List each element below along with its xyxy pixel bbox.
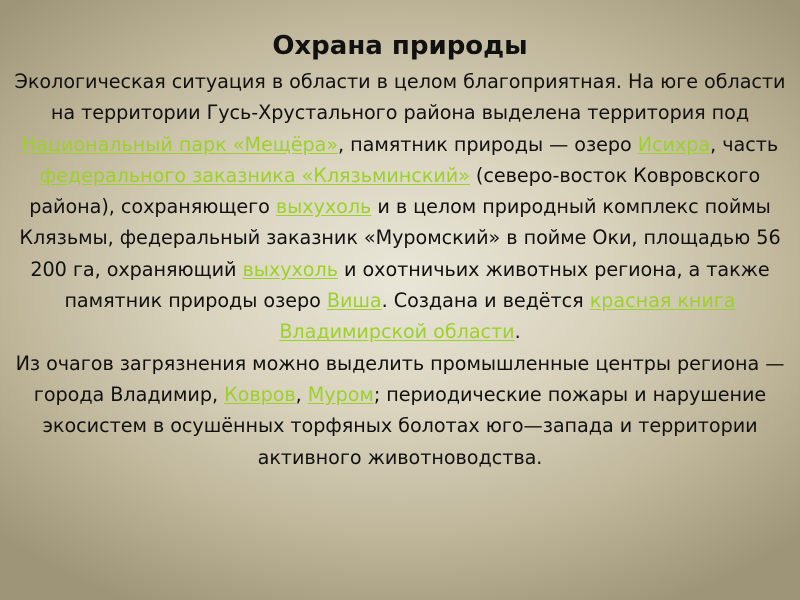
text-segment: и в целом природный комплекс поймы Клязьмы, федеральный заказник «Муромский» в пойме Оки, площадью 56 200 га, охраняющий bbox=[19, 195, 781, 281]
text-segment: . Создана и ведётся bbox=[381, 289, 590, 313]
link-kovrov[interactable]: Ковров bbox=[224, 382, 296, 406]
link-lake-visha[interactable]: Виша bbox=[326, 289, 382, 313]
link-vykhukhol[interactable]: выхухоль bbox=[275, 195, 372, 219]
link-red-book-vladimir[interactable]: красная книга Владимирской области bbox=[279, 289, 736, 344]
text-segment: (северо-восток Ковровского района), сохраняющего bbox=[29, 163, 761, 219]
text-segment: Из очагов загрязнения можно выделить промышленные центры региона — города Владимир, bbox=[15, 351, 785, 406]
text-segment: , bbox=[295, 382, 308, 406]
link-lake-isikhra[interactable]: Исихра bbox=[637, 132, 711, 156]
text-segment: , часть bbox=[710, 132, 779, 156]
text-segment: , памятник природы — озеро bbox=[338, 132, 638, 156]
link-klyazminsky-reserve[interactable]: федерального заказника «Клязьминский» bbox=[39, 163, 470, 187]
text-segment: и охотничьих животных региона, а также памятник природы озеро bbox=[64, 257, 770, 313]
link-murom[interactable]: Муром bbox=[307, 382, 374, 406]
slide-title: Охрана природы bbox=[272, 31, 528, 61]
link-vykhukhol[interactable]: выхухоль bbox=[242, 257, 338, 281]
text-segment: . bbox=[514, 320, 521, 344]
paragraph-pollution bbox=[14, 348, 786, 473]
text-segment: Экологическая ситуация в области в целом благоприятная. На юге области на территории Гусь-Хрустального района выделена территория под bbox=[14, 70, 786, 125]
link-national-park-meshchera[interactable]: Национальный парк «Мещёра» bbox=[21, 132, 339, 156]
text-segment: ; периодические пожары и нарушение экосистем в осушённых торфяных болотах юго—запада и территории активного животноводства. bbox=[42, 382, 767, 469]
slide-content bbox=[14, 26, 786, 473]
paragraph-ecology bbox=[14, 66, 786, 348]
